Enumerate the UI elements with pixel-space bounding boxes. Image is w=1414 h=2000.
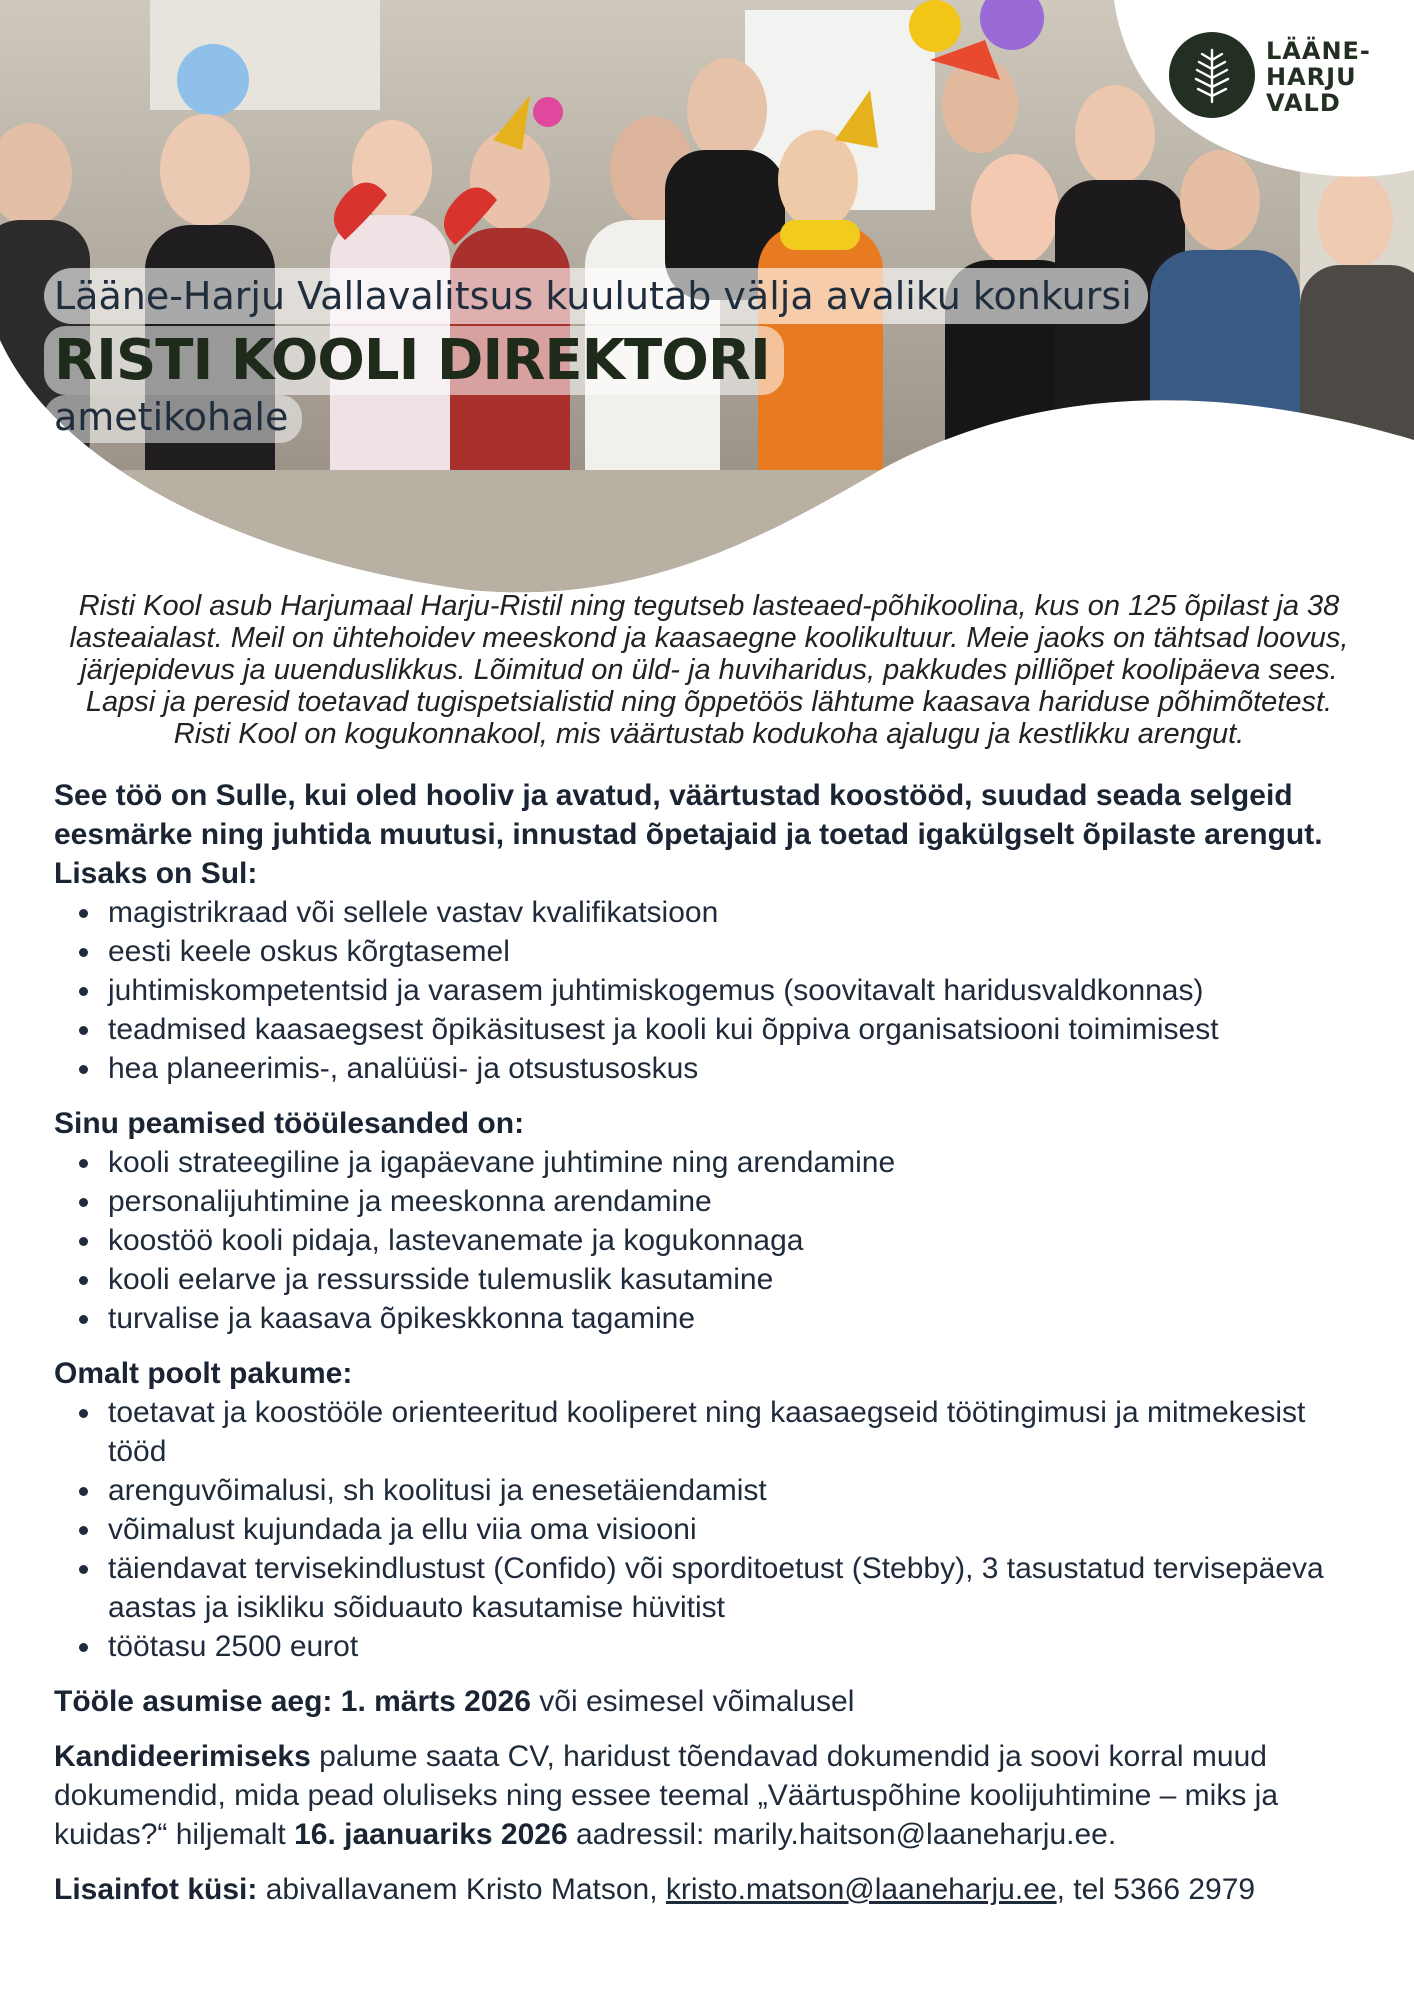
- announcement-text: Lääne-Harju Vallavalitsus kuulutab välja avaliku konkursi: [44, 268, 1148, 324]
- logo-line-2: HARJU: [1266, 63, 1357, 91]
- apply-label: Kandideerimiseks: [54, 1740, 311, 1773]
- list-item: arenguvõimalusi, sh koolitusi ja enesetäiendamist: [108, 1471, 1364, 1510]
- intro-paragraph: Risti Kool asub Harjumaal Harju-Ristil ning tegutseb lasteaed-põhikoolina, kus on 125 õpilast ja 38 lasteaialast. Meil on ühtehoidev meeskond ja kaasaegne koolikultuur. Meie jaoks on tähtsad loovus, järjepidevus ja uuenduslikkus. Lõimitud on üld- ja huviharidus, pakkudes pilliõpet koolipäeva sees. Lapsi ja peresid toetavad tugispetsialistid ning õppetöös lähtume kaasava hariduse põhimõtetest. Risti Kool on kogukonnakool, mis väärtustab kodukoha ajalugu ja kestlikku arengut.: [69, 590, 1349, 750]
- logo-text: [1266, 38, 1371, 116]
- list-item: personalijuhtimine ja meeskonna arendamine: [108, 1182, 1364, 1221]
- offer-heading: Omalt poolt pakume:: [54, 1357, 353, 1390]
- headline: [44, 268, 1148, 443]
- contact-email-link[interactable]: kristo.matson@laaneharju.ee: [665, 1873, 1057, 1906]
- main-content: [54, 590, 1364, 1909]
- logo-line-1: LÄÄNE-: [1266, 37, 1371, 65]
- apply-deadline: 16. jaanuariks 2026: [294, 1818, 568, 1851]
- pine-tree-icon: [1169, 32, 1255, 118]
- list-item: kooli eelarve ja ressursside tulemuslik kasutamine: [108, 1260, 1364, 1299]
- requirements-heading: See töö on Sulle, kui oled hooliv ja avatud, väärtustad koostööd, suudad seada selgeid eesmärke ning juhtida muutusi, innustad õpetajaid ja toetad igakülgselt õpilaste arengut. Lisaks on Sul:: [54, 779, 1323, 890]
- contact-line: [54, 1870, 1364, 1909]
- contact-phone: , tel 5366 2979: [1056, 1873, 1256, 1906]
- requirements-list: [54, 893, 1364, 1088]
- start-date: 1. märts 2026: [340, 1685, 531, 1718]
- apply-text: palume saata CV, haridust tõendavad dokumendid ja soovi korral muud dokumendid, mida pead oluliseks ning essee teemal „Väärtuspõhine koolijuhtimine – miks ja kuidas?“ hiljemalt: [54, 1740, 1279, 1851]
- start-label: Tööle asumise aeg:: [54, 1685, 333, 1718]
- list-item: turvalise ja kaasava õpikeskkonna tagamine: [108, 1299, 1364, 1338]
- tasks-heading: Sinu peamised tööülesanded on:: [54, 1107, 525, 1140]
- list-item: kooli strateegiline ja igapäevane juhtimine ning arendamine: [108, 1143, 1364, 1182]
- list-item: täiendavat tervisekindlustust (Confido) või sporditoetust (Stebby), 3 tasustatud tervisepäeva aastas ja isikliku sõiduauto kasutamise hüvitist: [108, 1549, 1364, 1627]
- start-date-line: [54, 1682, 1364, 1721]
- list-item: magistrikraad või sellele vastav kvalifikatsioon: [108, 893, 1364, 932]
- list-item: teadmised kaasaegsest õpikäsitusest ja kooli kui õppiva organisatsiooni toimimisest: [108, 1010, 1364, 1049]
- hero-photo: [0, 0, 1414, 600]
- tasks-list: [54, 1143, 1364, 1338]
- logo: [1114, 0, 1414, 190]
- logo-line-3: VALD: [1266, 89, 1341, 117]
- contact-label: Lisainfot küsi:: [54, 1873, 258, 1906]
- list-item: võimalust kujundada ja ellu viia oma visiooni: [108, 1510, 1364, 1549]
- list-item: eesti keele oskus kõrgtasemel: [108, 932, 1364, 971]
- list-item: hea planeerimis-, analüüsi- ja otsustusoskus: [108, 1049, 1364, 1088]
- list-item: töötasu 2500 eurot: [108, 1627, 1364, 1666]
- page-title: RISTI KOOLI DIREKTORI: [44, 326, 784, 395]
- list-item: koostöö kooli pidaja, lastevanemate ja kogukonnaga: [108, 1221, 1364, 1260]
- list-item: juhtimiskompetentsid ja varasem juhtimiskogemus (soovitavalt haridusvaldkonnas): [108, 971, 1364, 1010]
- offer-list: [54, 1393, 1364, 1666]
- apply-paragraph: [54, 1737, 1364, 1854]
- apply-address: aadressil: marily.haitson@laaneharju.ee.: [576, 1818, 1117, 1851]
- page-subtitle: ametikohale: [44, 395, 302, 443]
- start-rest: või esimesel võimalusel: [539, 1685, 855, 1718]
- contact-person: abivallavanem Kristo Matson,: [265, 1873, 658, 1906]
- list-item: toetavat ja koostööle orienteeritud kooliperet ning kaasaegseid töötingimusi ja mitmekesist tööd: [108, 1393, 1364, 1471]
